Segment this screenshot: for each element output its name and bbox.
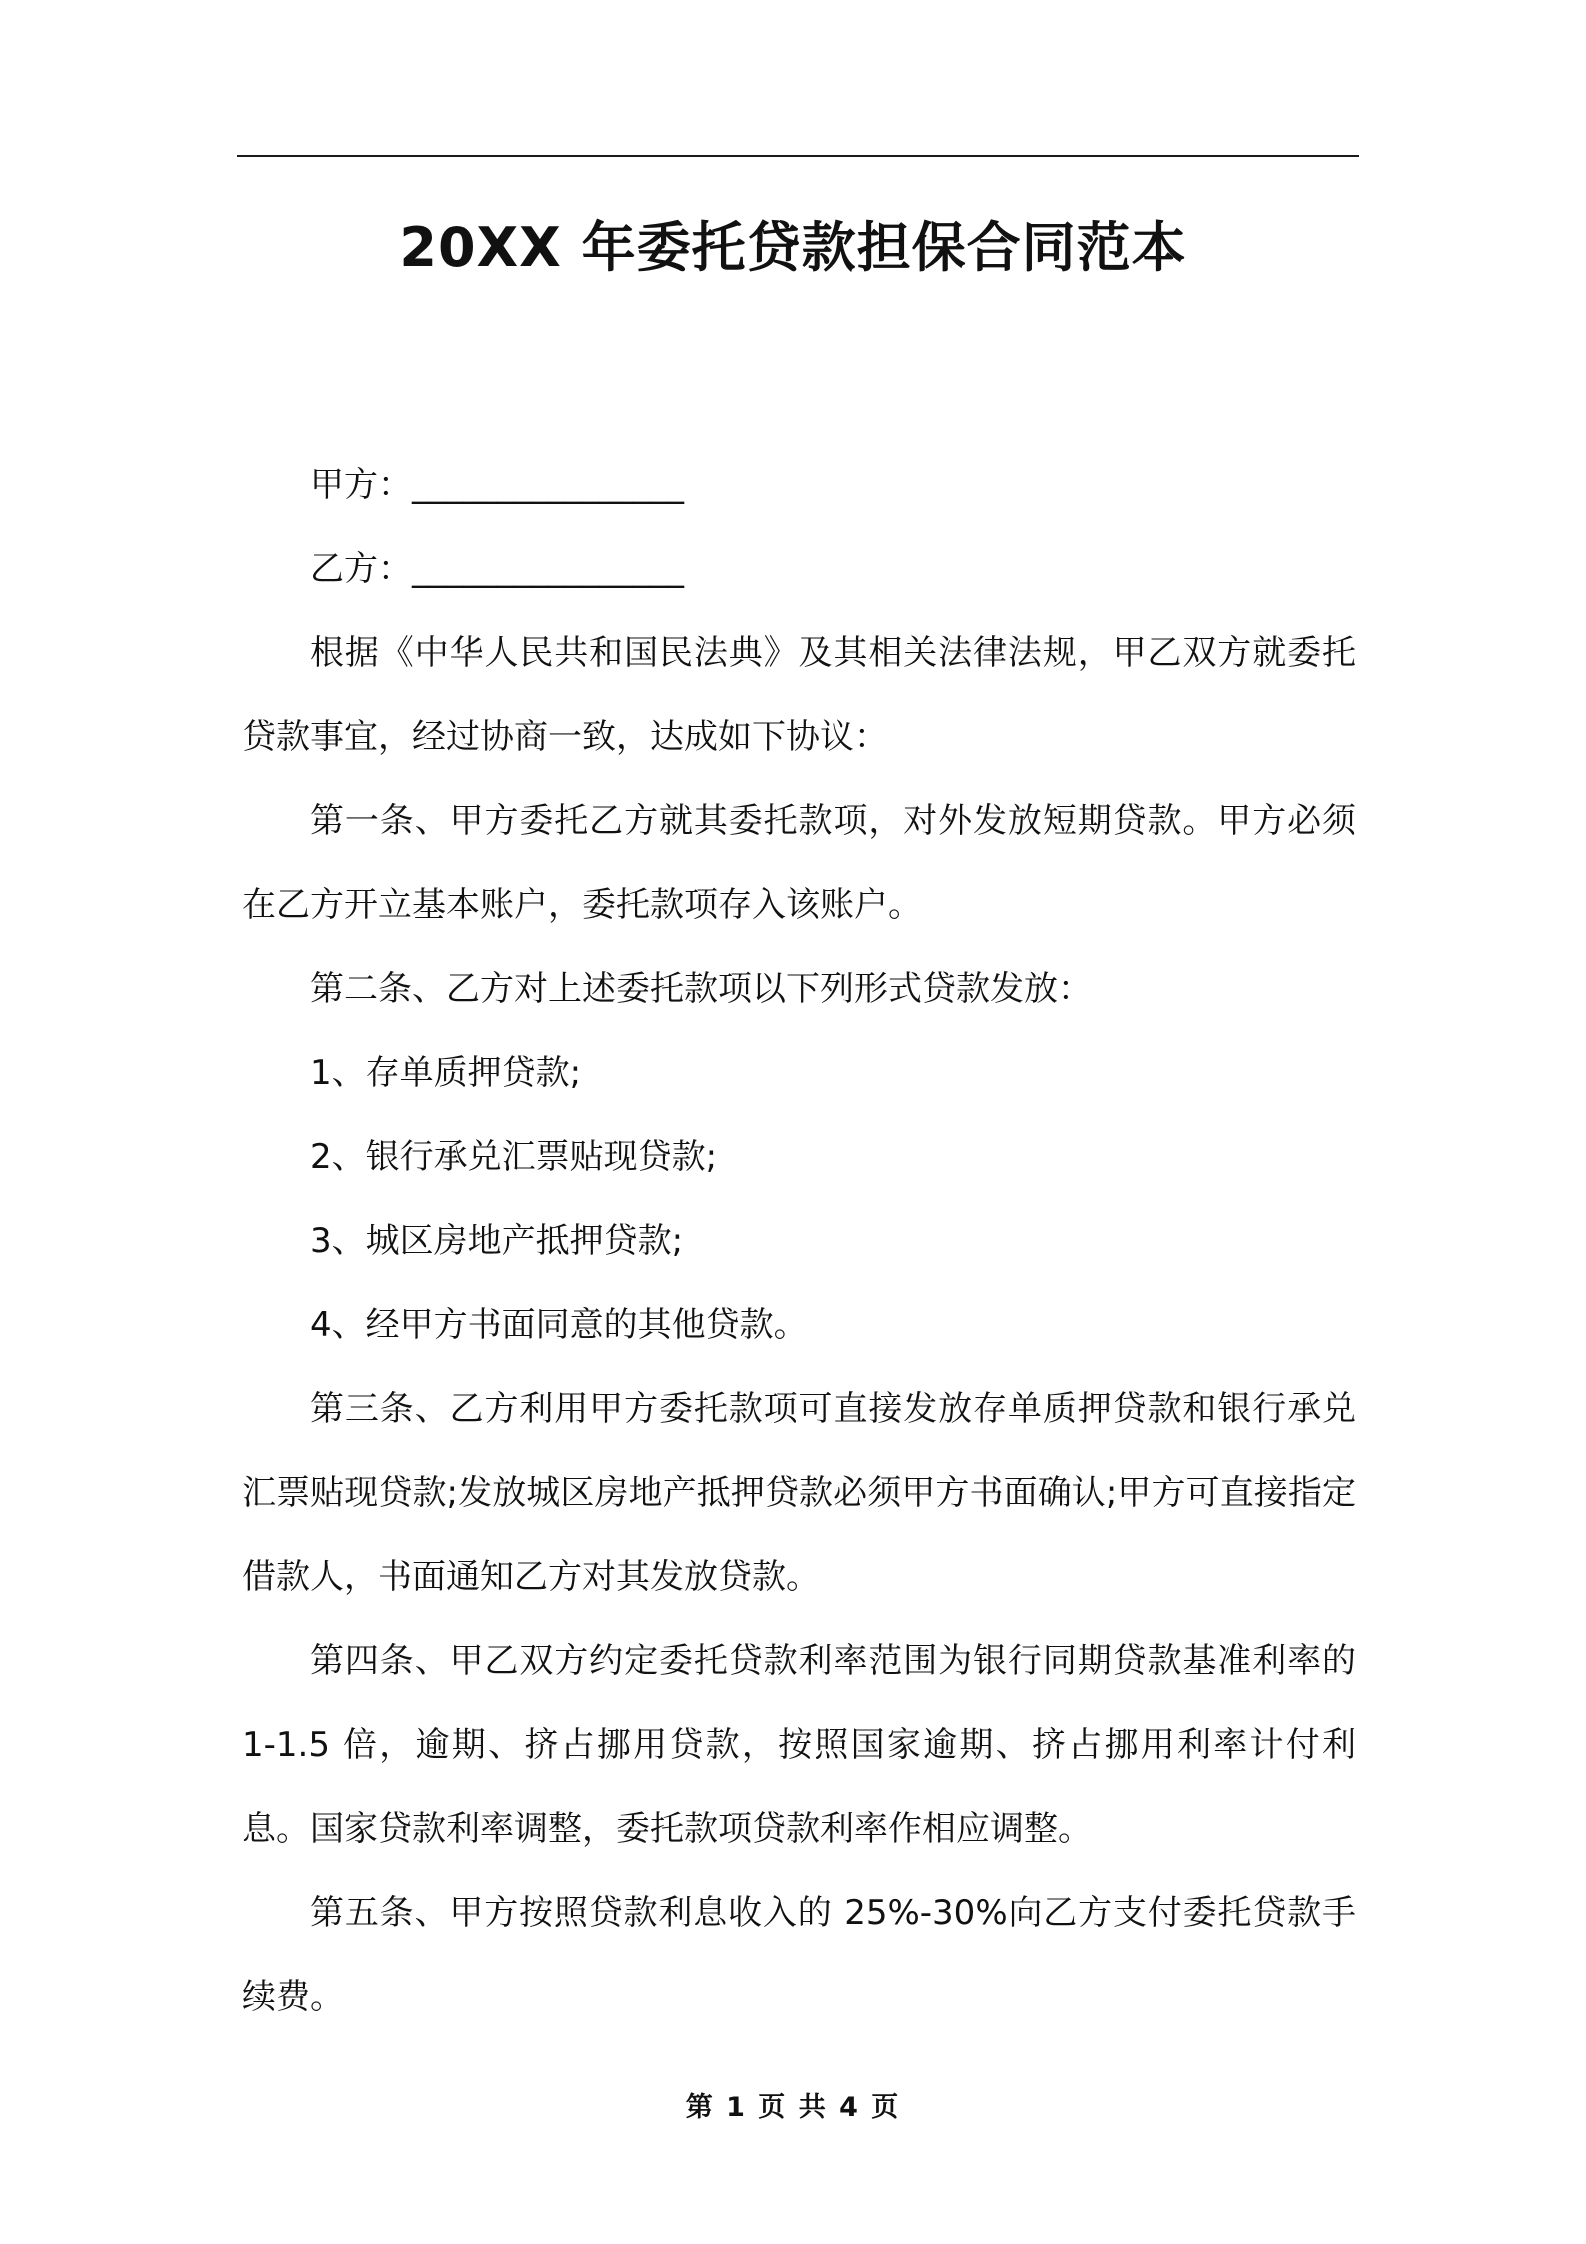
page-number-footer: 第 1 页 共 4 页 <box>685 2092 901 2123</box>
header-rule <box>237 155 1359 157</box>
article-4: 第四条、甲乙双方约定委托贷款利率范围为银行同期贷款基准利率的 1-1.5 倍，逾期、挤占挪用贷款，按照国家逾期、挤占挪用利率计付利息。国家贷款利率调整，委托款项贷款利率作相应调整。 <box>242 1641 1356 1849</box>
party-b-line: 乙方：________________ <box>310 549 684 589</box>
preamble-paragraph: 根据《中华人民共和国民法典》及其相关法律法规，甲乙双方就委托贷款事宜，经过协商一致，达成如下协议： <box>242 633 1356 757</box>
article-3: 第三条、乙方利用甲方委托款项可直接发放存单质押贷款和银行承兑汇票贴现贷款;发放城区房地产抵押贷款必须甲方书面确认;甲方可直接指定借款人，书面通知乙方对其发放贷款。 <box>242 1389 1356 1597</box>
list-item-3: 3、城区房地产抵押贷款; <box>310 1221 684 1261</box>
list-item-2: 2、银行承兑汇票贴现贷款; <box>310 1137 718 1177</box>
article-1: 第一条、甲方委托乙方就其委托款项，对外发放短期贷款。甲方必须在乙方开立基本账户，委托款项存入该账户。 <box>242 801 1356 925</box>
article-5: 第五条、甲方按照贷款利息收入的 25%-30%向乙方支付委托贷款手续费。 <box>242 1893 1356 2017</box>
party-a-line: 甲方：________________ <box>310 465 684 505</box>
document-body <box>242 443 1356 2039</box>
list-item-4: 4、经甲方书面同意的其他贷款。 <box>310 1305 808 1345</box>
document-title: 20XX 年委托贷款担保合同范本 <box>399 216 1187 279</box>
article-2: 第二条、乙方对上述委托款项以下列形式贷款发放： <box>310 969 1092 1009</box>
list-item-1: 1、存单质押贷款; <box>310 1053 582 1093</box>
